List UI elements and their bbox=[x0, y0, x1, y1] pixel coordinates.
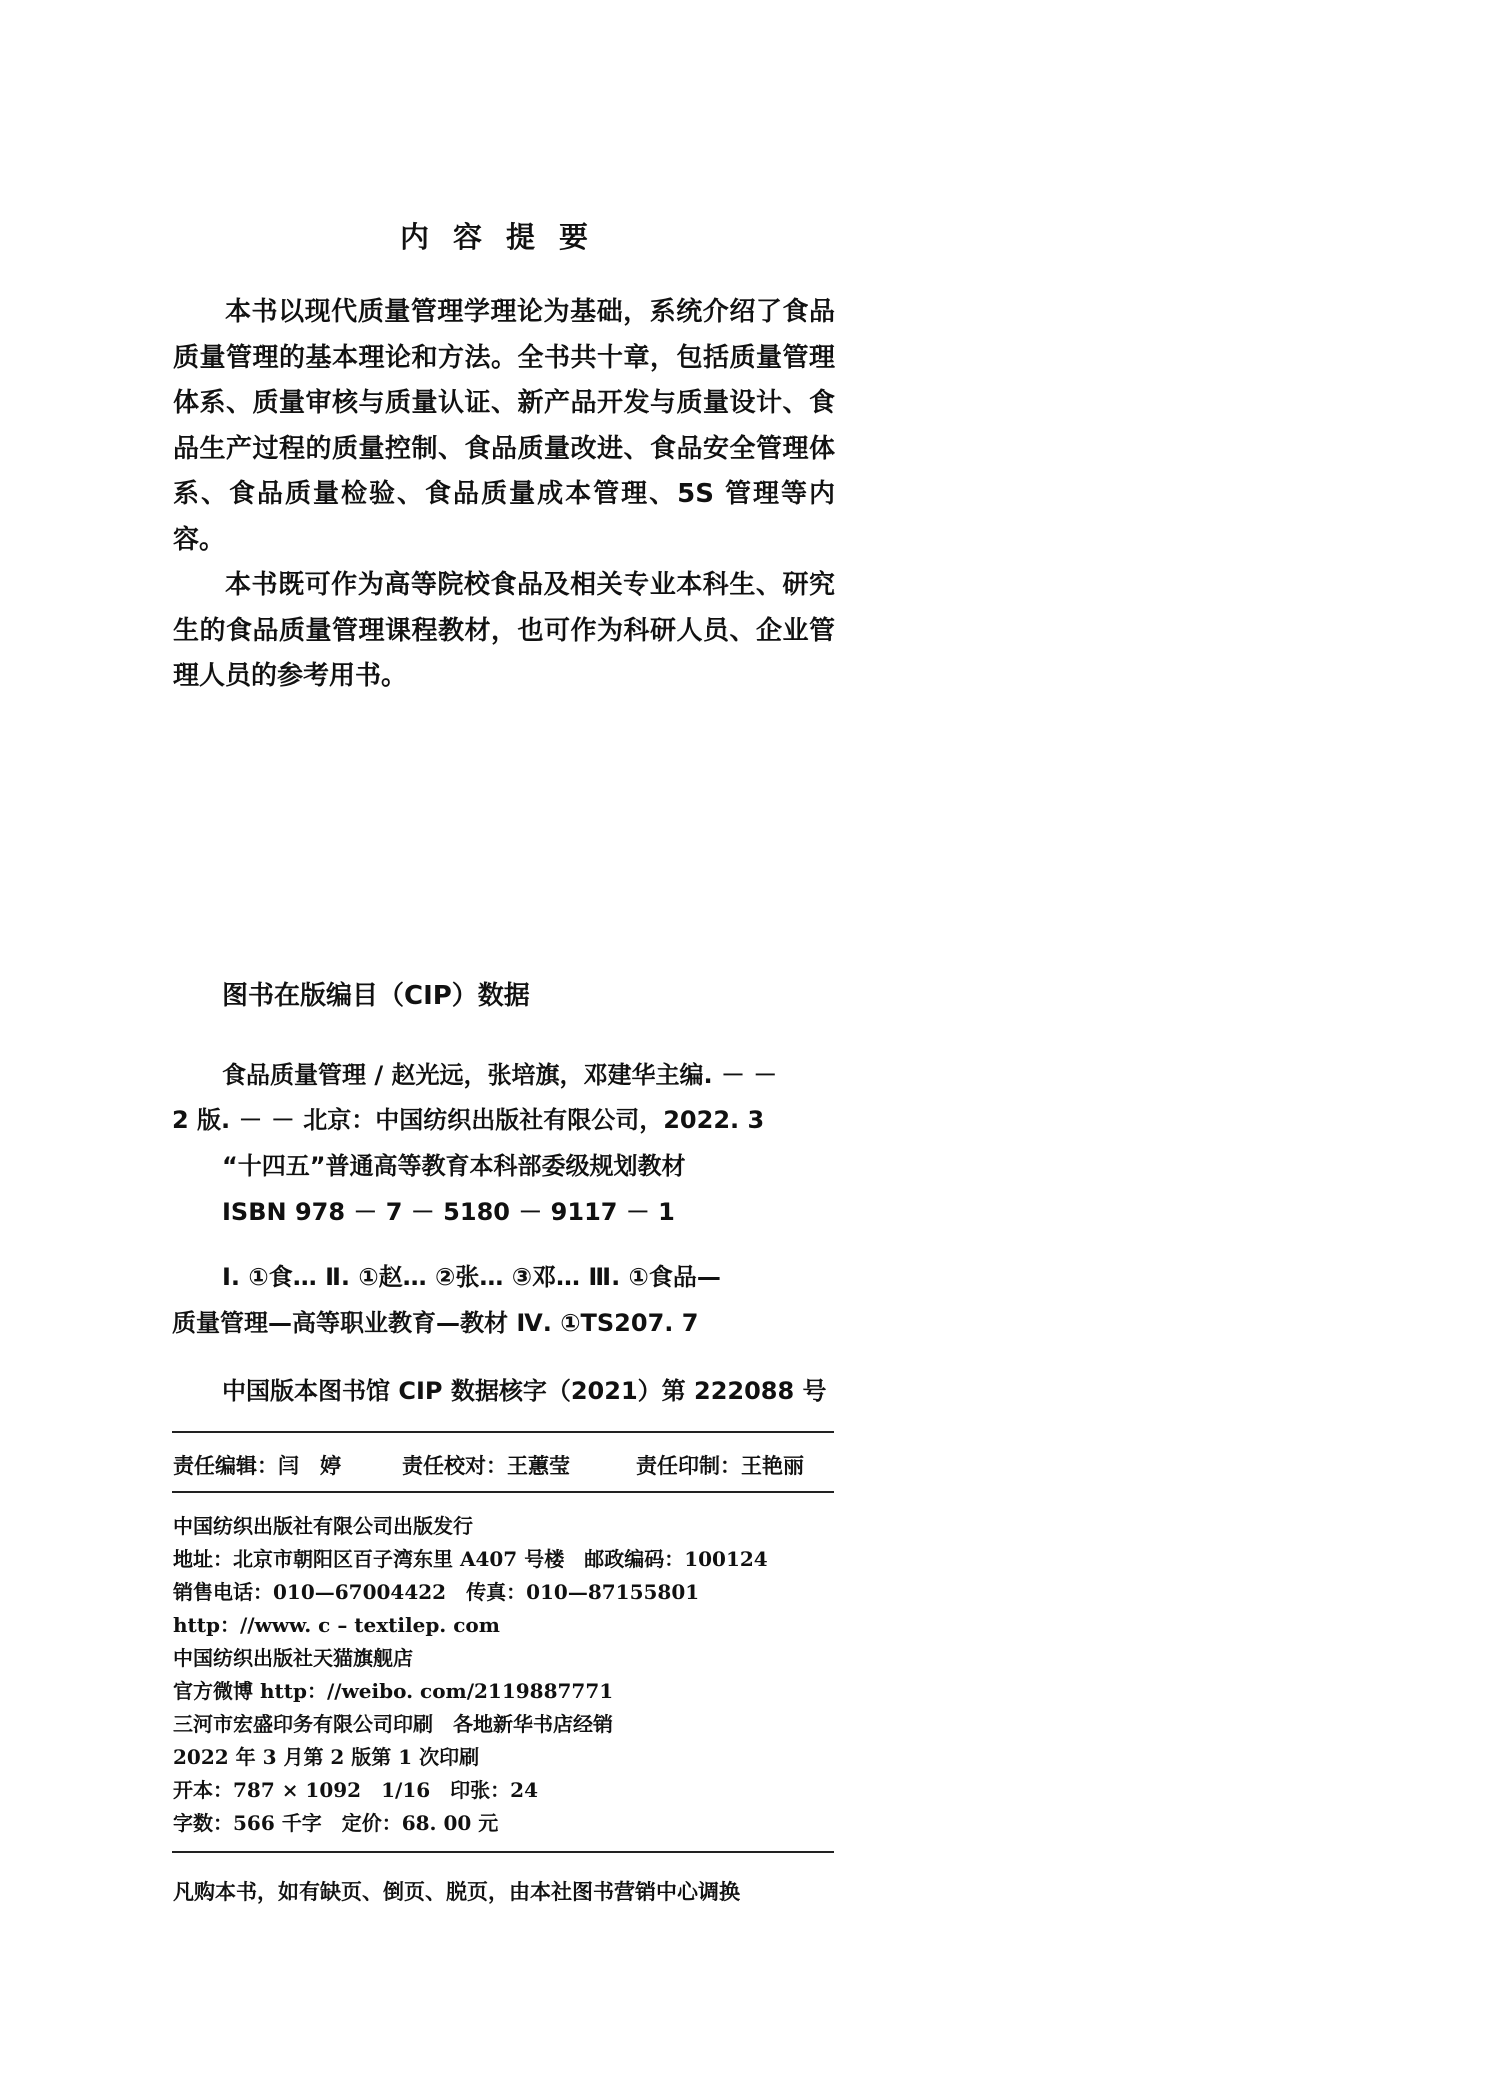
summary-paragraph-2: 本书既可作为高等院校食品及相关专业本科生、研究生的食品质量管理课程教材，也可作为科研人员、企业管理人员的参考用书。 bbox=[173, 570, 835, 691]
publisher-store: 中国纺织出版社天猫旗舰店 bbox=[173, 1646, 413, 1670]
cip-line-classification-2: 质量管理—高等职业教育—教材 Ⅳ. ①TS207. 7 bbox=[172, 1309, 699, 1337]
responsible-editor: 责任编辑：闫 婷 bbox=[173, 1453, 341, 1478]
publisher-phone: 销售电话：010—67004422 传真：010—87155801 bbox=[173, 1580, 700, 1604]
cip-heading: 图书在版编目（CIP）数据 bbox=[222, 981, 530, 1011]
cip-line-record-number: 中国版本图书馆 CIP 数据核字（2021）第 222088 号 bbox=[222, 1377, 827, 1405]
cip-line-title: 食品质量管理 / 赵光远，张培旗，邓建华主编. － － bbox=[222, 1061, 778, 1089]
publisher-address: 地址：北京市朝阳区百子湾东里 A407 号楼 邮政编码：100124 bbox=[173, 1547, 768, 1571]
summary-paragraph-1: 本书以现代质量管理学理论为基础，系统介绍了食品质量管理的基本理论和方法。全书共十章，包括质量管理体系、质量审核与质量认证、新产品开发与质量设计、食品生产过程的质量控制、食品质量改进、食品安全管理体系、食品质量检验、食品质量成本管理、5S 管理等内容。 bbox=[173, 297, 835, 555]
publisher-format: 开本：787 × 1092 1/16 印张：24 bbox=[173, 1778, 538, 1802]
publisher-line-1: 中国纺织出版社有限公司出版发行 bbox=[173, 1514, 473, 1538]
cip-line-classification-1: Ⅰ. ①食… Ⅱ. ①赵… ②张… ③邓… Ⅲ. ①食品— bbox=[222, 1263, 721, 1291]
footer-note: 凡购本书，如有缺页、倒页、脱页，由本社图书营销中心调换 bbox=[173, 1879, 740, 1904]
publisher-price: 字数：566 千字 定价：68. 00 元 bbox=[173, 1811, 499, 1835]
summary-title: 内容提要 bbox=[400, 220, 613, 254]
responsible-printing: 责任印制：王艳丽 bbox=[636, 1453, 804, 1478]
cip-line-edition: 2 版. － － 北京：中国纺织出版社有限公司，2022. 3 bbox=[172, 1106, 765, 1134]
cip-line-series: “十四五”普通高等教育本科部委级规划教材 bbox=[222, 1152, 686, 1180]
publisher-printer: 三河市宏盛印务有限公司印刷 各地新华书店经销 bbox=[173, 1712, 613, 1736]
publisher-weibo: 官方微博 http：//weibo. com/2119887771 bbox=[173, 1679, 614, 1703]
divider-bottom bbox=[172, 1851, 834, 1853]
publisher-website: http：//www. c – textilep. com bbox=[173, 1613, 500, 1637]
divider-top bbox=[172, 1431, 834, 1433]
cip-line-isbn: ISBN 978 － 7 － 5180 － 9117 － 1 bbox=[222, 1198, 675, 1226]
summary-body bbox=[173, 290, 835, 700]
divider-middle bbox=[172, 1491, 834, 1493]
responsible-proofreader: 责任校对：王蕙莹 bbox=[402, 1453, 570, 1478]
publisher-print-date: 2022 年 3 月第 2 版第 1 次印刷 bbox=[173, 1745, 480, 1769]
